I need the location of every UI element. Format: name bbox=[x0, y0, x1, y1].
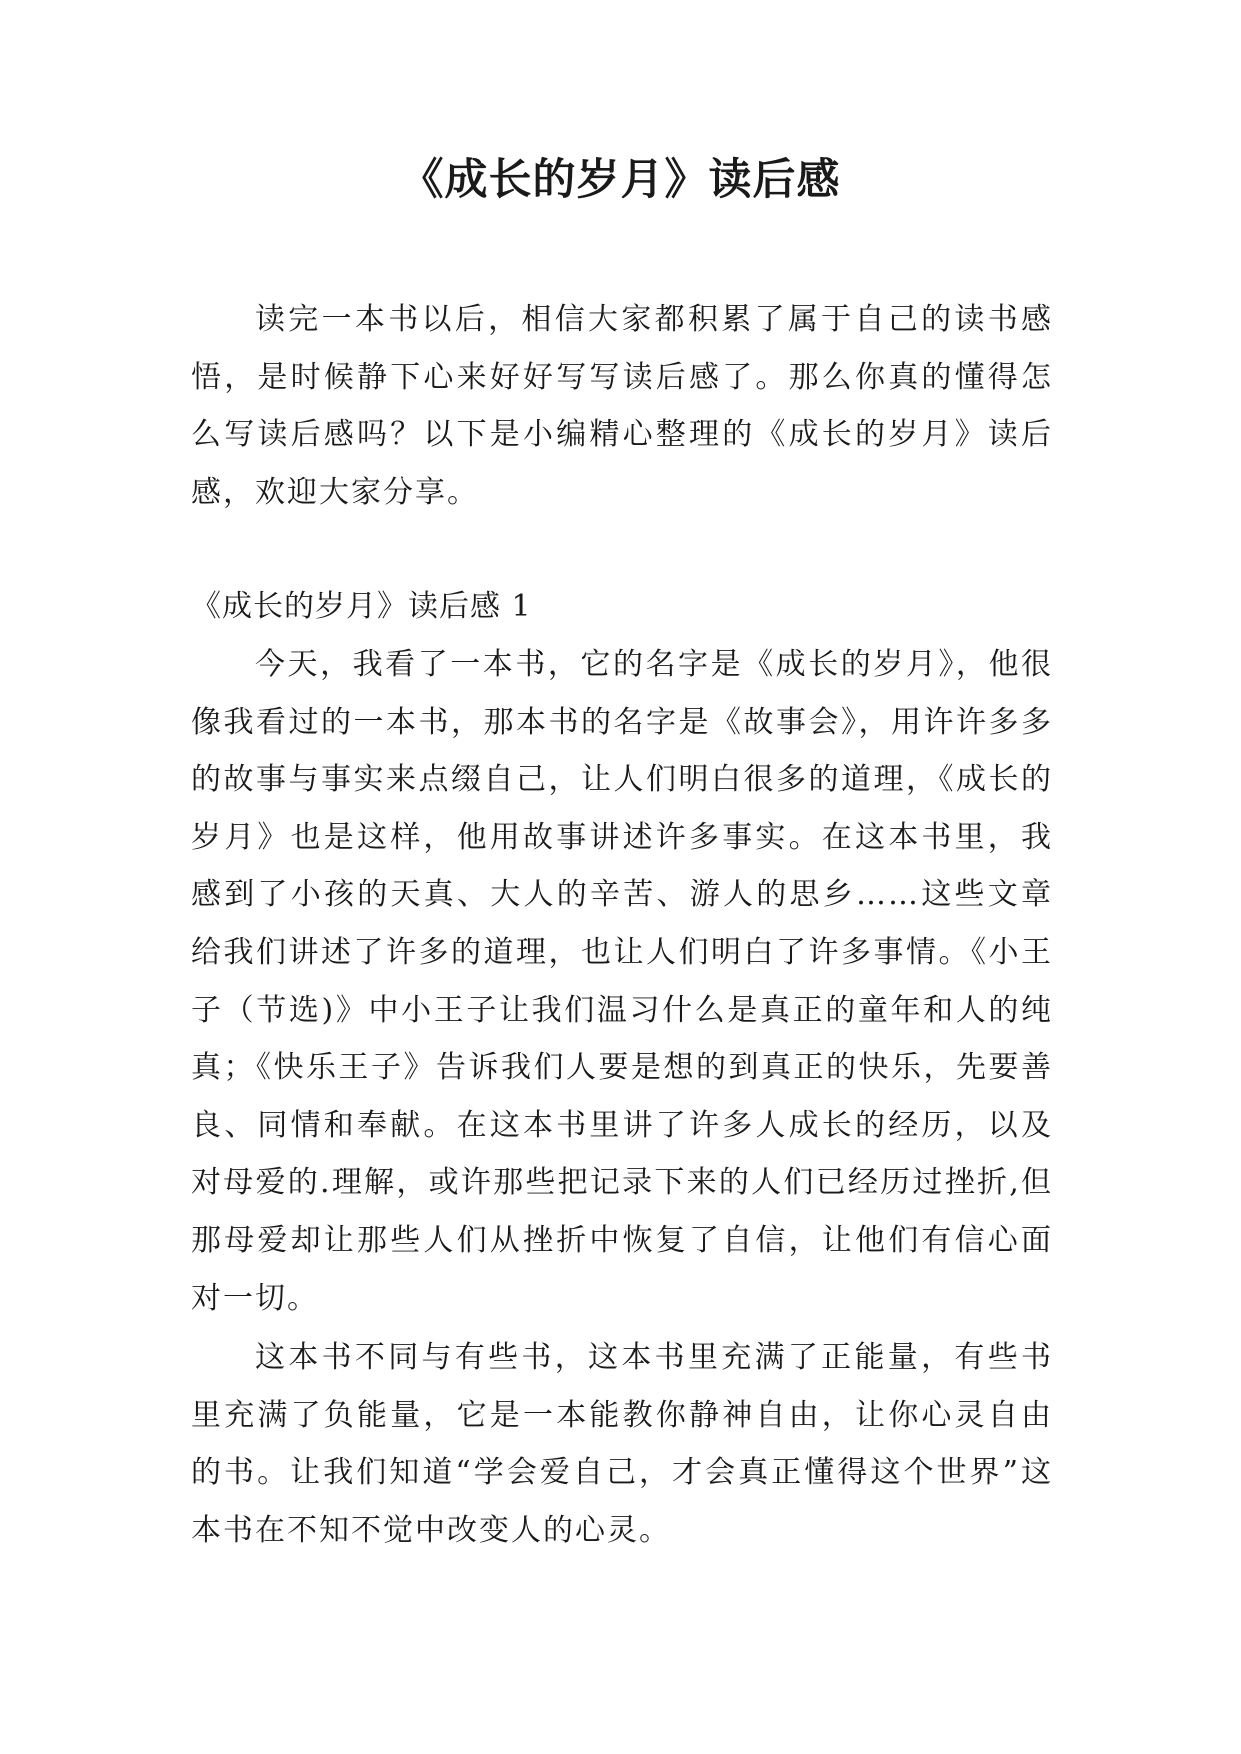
document-title: 《成长的岁月》读后感 bbox=[400, 155, 841, 205]
section-heading: 《成长的岁月》读后感 1 bbox=[191, 589, 532, 624]
intro-paragraph: 读完一本书以后，相信大家都积累了属于自己的读书感悟，是时候静下心来好好写写读后感了。那么你真的懂得怎么写读后感吗？以下是小编精心整理的《成长的岁月》读后感，欢迎大家分享。 bbox=[191, 302, 1053, 510]
body-paragraph: 今天，我看了一本书，它的名字是《成长的岁月》，他很像我看过的一本书，那本书的名字是《故事会》，用许许多多的故事与事实来点缀自己，让人们明白很多的道理，《成长的岁月》也是这样，他用故事讲述许多事实。在这本书里，我感到了小孩的天真、大人的辛苦、游人的思乡……这些文章给我们讲述了许多的道理，也让人们明白了许多事情。《小王子（节选)》中小王子让我们温习什么是真正的童年和人的纯真；《快乐王子》告诉我们人要是想的到真正的快乐，先要善良、同情和奉献。在这本书里讲了许多人成长的经历，以及对母爱的.理解，或许那些把记录下来的人们已经历过挫折,但那母爱却让那些人们从挫折中恢复了自信，让他们有信心面对一切。 bbox=[191, 647, 1053, 1316]
body-paragraph: 这本书不同与有些书，这本书里充满了正能量，有些书里充满了负能量，它是一本能教你静神自由，让你心灵自由的书。让我们知道“学会爱自己，才会真正懂得这个世界”这本书在不知不觉中改变人的心灵。 bbox=[191, 1340, 1053, 1548]
